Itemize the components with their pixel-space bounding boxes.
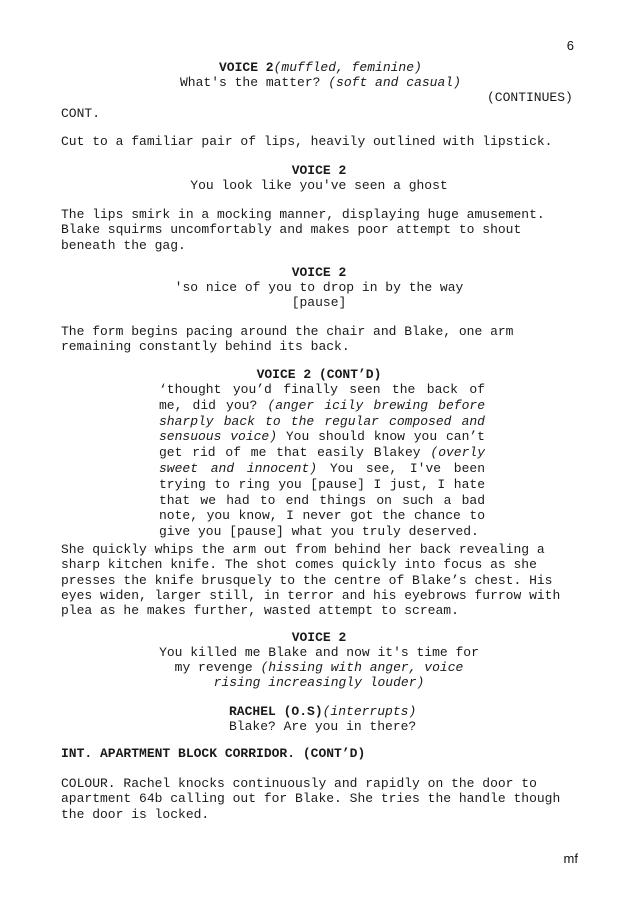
parenthetical: (anger icily brewing before xyxy=(267,397,485,413)
action-line: eyes widen, larger still, in terror and his eyebrows furrow with xyxy=(61,587,561,603)
action-line: Blake squirms uncomfortably and makes poor attempt to shout xyxy=(61,222,522,238)
action-line: She quickly whips the arm out from behind her back revealing a xyxy=(61,542,545,557)
action-paragraph xyxy=(61,776,571,822)
dialogue-line xyxy=(159,461,485,477)
character-name: VOICE 2 xyxy=(291,630,347,645)
action-line: apartment 64b calling out for Blake. She tries the handle though xyxy=(61,791,561,807)
character-name: VOICE 2 xyxy=(291,163,347,178)
character-name: VOICE 2 xyxy=(291,265,347,280)
action-line: plea as he makes further, wasted attempt to scream. xyxy=(61,603,459,619)
character-name xyxy=(219,60,422,75)
dialogue-line xyxy=(159,445,485,461)
action-paragraph xyxy=(61,324,571,355)
parenthetical: rising increasingly louder) xyxy=(213,675,425,690)
parenthetical: (overly xyxy=(430,445,485,461)
action-line: sharp kitchen knife. The shot comes quickly into focus as she xyxy=(61,557,537,573)
dialogue-block xyxy=(159,382,485,540)
dialogue-text: You should know you can’t xyxy=(285,429,485,445)
dialogue-line xyxy=(159,398,485,414)
action-line: presses the knife brusquely to the centre of Blake’s chest. His xyxy=(61,572,553,588)
scene-heading: INT. APARTMENT BLOCK CORRIDOR. (CONT’D) xyxy=(61,746,366,761)
parenthetical: (hissing with anger, voice xyxy=(260,660,464,675)
dialogue-text: me, did you? xyxy=(159,397,268,413)
dialogue-line: note, you know, I never got the chance to xyxy=(159,508,485,524)
parenthetical: sensuous voice) xyxy=(159,429,278,445)
action-line: The lips smirk in a mocking manner, displaying huge amusement. xyxy=(61,207,545,222)
action-line: the door is locked. xyxy=(61,806,210,822)
cont-marker: CONT. xyxy=(61,106,101,121)
dialogue-line: give you [pause] what you truly deserved. xyxy=(159,524,479,540)
footer-mark: mf xyxy=(563,851,578,866)
parenthetical: (soft and casual) xyxy=(328,75,461,90)
character-name: VOICE 2 (CONT’D) xyxy=(256,367,382,382)
action-line: The form begins pacing around the chair and Blake, one arm xyxy=(61,324,514,339)
page-number: 6 xyxy=(566,38,574,53)
dialogue-text: You see, I've been xyxy=(329,460,485,476)
dialogue-line xyxy=(0,660,638,675)
action-line: remaining constantly behind its back. xyxy=(61,339,350,355)
speaker-name: RACHEL (O.S) xyxy=(229,704,323,719)
dialogue-line: You look like you've seen a ghost xyxy=(190,178,448,193)
character-name xyxy=(229,704,416,719)
speaker-name: VOICE 2 xyxy=(219,60,274,75)
dialogue-line: [pause] xyxy=(291,295,347,310)
dialogue-line: Blake? Are you in there? xyxy=(229,719,417,734)
parenthetical: (interrupts) xyxy=(322,704,417,719)
action-paragraph xyxy=(61,207,571,253)
dialogue-line xyxy=(159,429,485,445)
dialogue-text: What's the matter? xyxy=(180,75,321,90)
dialogue-line: ‘thought you’d finally seen the back of xyxy=(159,382,485,397)
action-paragraph xyxy=(61,542,571,618)
dialogue-text: get rid of me that easily Blakey xyxy=(159,445,431,461)
dialogue-line: that we had to end things on such a bad xyxy=(159,492,485,508)
dialogue-text: my revenge xyxy=(174,660,261,675)
dialogue-line: 'so nice of you to drop in by the way xyxy=(174,280,464,295)
action-line: beneath the gag. xyxy=(61,237,186,253)
action-line: COLOUR. Rachel knocks continuously and rapidly on the door to xyxy=(61,776,537,791)
dialogue-line xyxy=(180,75,461,90)
dialogue-line: You killed me Blake and now it's time for xyxy=(159,645,479,660)
parenthetical: sharply back to the regular composed and xyxy=(159,413,485,429)
action-line: Cut to a familiar pair of lips, heavily outlined with lipstick. xyxy=(61,134,553,149)
parenthetical: (muffled, feminine) xyxy=(273,60,422,75)
dialogue-line: trying to ring you [pause] I just, I hate xyxy=(159,476,485,492)
continues-marker: (CONTINUES) xyxy=(487,90,573,105)
parenthetical: sweet and innocent) xyxy=(159,460,318,476)
